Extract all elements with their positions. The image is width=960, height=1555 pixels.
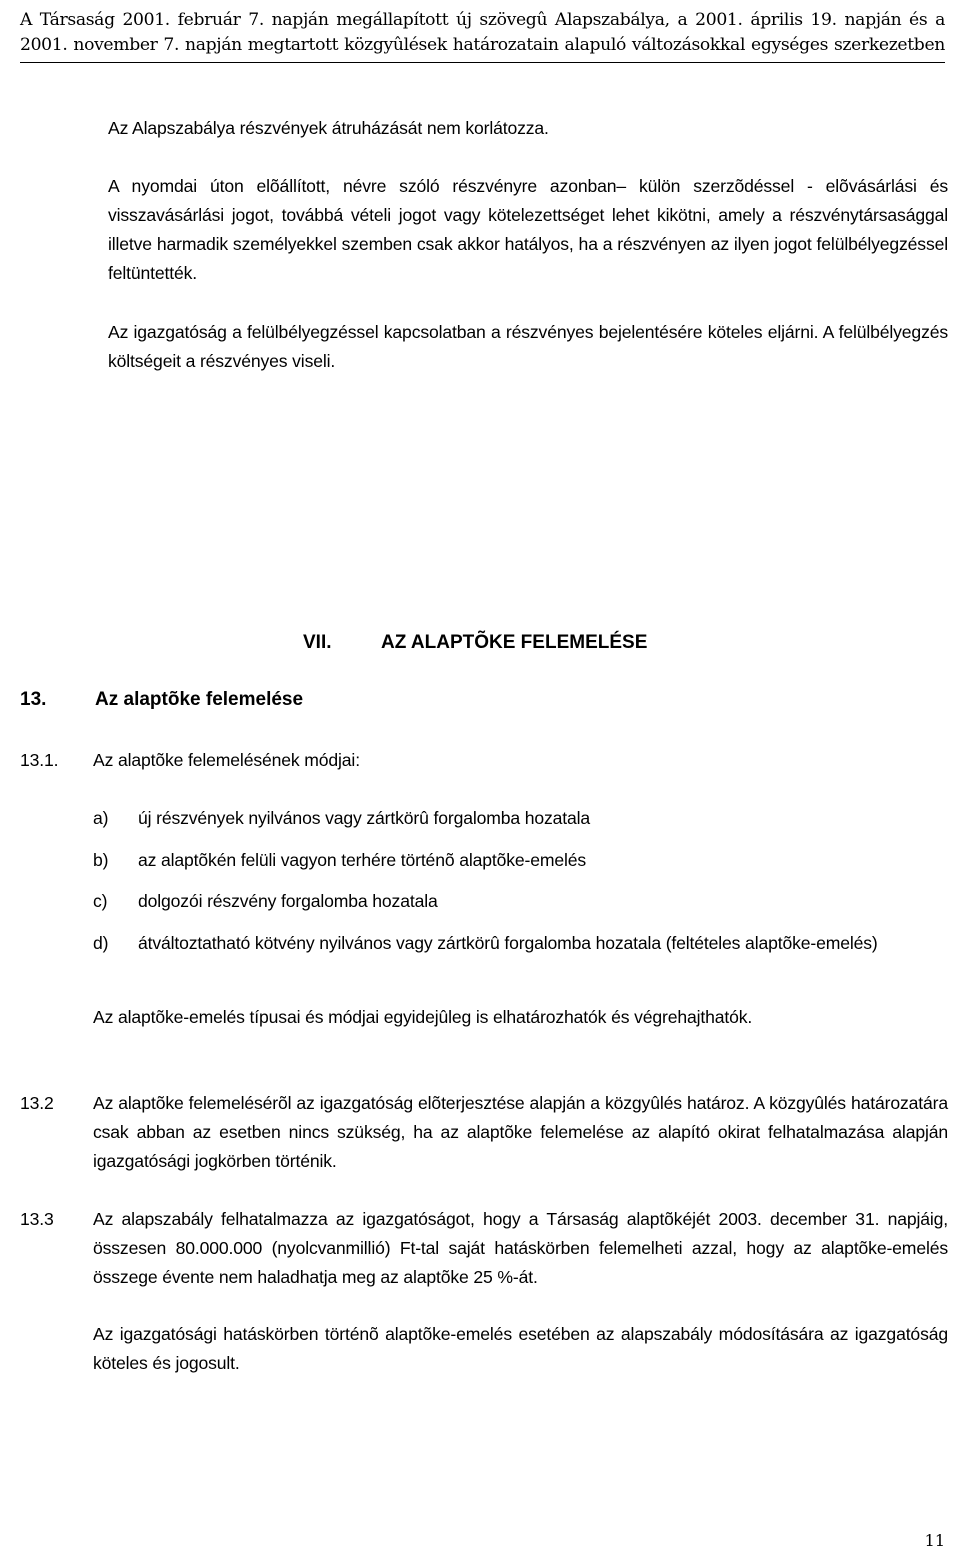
section-number: 13. bbox=[20, 689, 47, 710]
chapter-title: AZ ALAPTÕKE FELEMELÉSE bbox=[381, 632, 648, 653]
running-header bbox=[20, 8, 945, 58]
list-item-letter: d) bbox=[93, 933, 109, 953]
paragraph-capital-increase-types: Az alaptõke-emelés típusai és módjai egyidejûleg is elhatározhatók és végrehajthatók. bbox=[93, 1007, 753, 1027]
paragraph-13-3: Az alapszabály felhatalmazza az igazgatóságot, hogy a Társaság alaptõkéjét 2003. december 31. napjáig, összesen 80.000.000 (nyolcvanmillió) Ft-tal saját hatáskörben felemelheti azzal, hogy az alaptõke-emelés összege évente nem haladhatja meg az alaptõke 25 %-át. bbox=[93, 1209, 948, 1287]
subsection-number: 13.2 bbox=[20, 1093, 54, 1113]
paragraph-preemption-rights: A nyomdai úton elõállított, névre szóló részvényre azonban– külön szerzõdéssel - elõvásárlási és visszavásárlási jogot, továbbá vételi jogot vagy kötelezettséget lehet kikötni, amely a részvénytársasággal illetve harmadik személyekkel szemben csak akkor hatályos, ha a részvényen az ilyen jogot felülbélyegzéssel feltüntették. bbox=[108, 176, 948, 283]
paragraph-overstamping: Az igazgatóság a felülbélyegzéssel kapcsolatban a részvényes bejelentésére köteles eljárni. A felülbélyegzés költségeit a részvényes viseli. bbox=[108, 322, 948, 371]
header-line-1: A Társaság 2001. február 7. napján megállapított új szövegû Alapszabálya, a 2001. április 19. napján és a bbox=[20, 10, 945, 30]
chapter-number: VII. bbox=[303, 632, 332, 653]
paragraph-13-2: Az alaptõke felemelésérõl az igazgatóság elõterjesztése alapján a közgyûlés határoz. A közgyûlés határozatára csak abban az esetben nincs szükség, ha az alaptõke felemelése az alapító okirat felhatalmazása alapján igazgatósági jogkörben történik. bbox=[93, 1093, 948, 1171]
header-line-2: 2001. november 7. napján megtartott közgyûlések határozatain alapuló változásokkal egységes szerkezetben bbox=[20, 35, 945, 55]
page-number: 11 bbox=[924, 1531, 945, 1550]
list-item-text: új részvények nyilvános vagy zártkörû forgalomba hozatala bbox=[138, 808, 591, 828]
subsection-intro: Az alaptõke felemelésének módjai: bbox=[93, 750, 360, 770]
list-item-text: dolgozói részvény forgalomba hozatala bbox=[138, 891, 438, 911]
paragraph-13-3-authority: Az igazgatósági hatáskörben történõ alaptõke-emelés esetében az alapszabály módosítására az igazgatóság köteles és jogosult. bbox=[93, 1324, 948, 1373]
section-title: Az alaptõke felemelése bbox=[95, 689, 304, 710]
header-rule bbox=[20, 62, 945, 63]
list-item-letter: a) bbox=[93, 808, 109, 828]
list-item-text: az alaptõkén felüli vagyon terhére történõ alaptõke-emelés bbox=[138, 850, 587, 870]
list-item-letter: b) bbox=[93, 850, 109, 870]
subsection-number: 13.1. bbox=[20, 750, 59, 770]
list-item-text: átváltoztatható kötvény nyilvános vagy zártkörû forgalomba hozatala (feltételes alaptõke-emelés) bbox=[138, 933, 878, 953]
subsection-number: 13.3 bbox=[20, 1209, 54, 1229]
paragraph-transfer-restriction: Az Alapszabálya részvények átruházását nem korlátozza. bbox=[108, 118, 549, 138]
list-item-letter: c) bbox=[93, 891, 108, 911]
